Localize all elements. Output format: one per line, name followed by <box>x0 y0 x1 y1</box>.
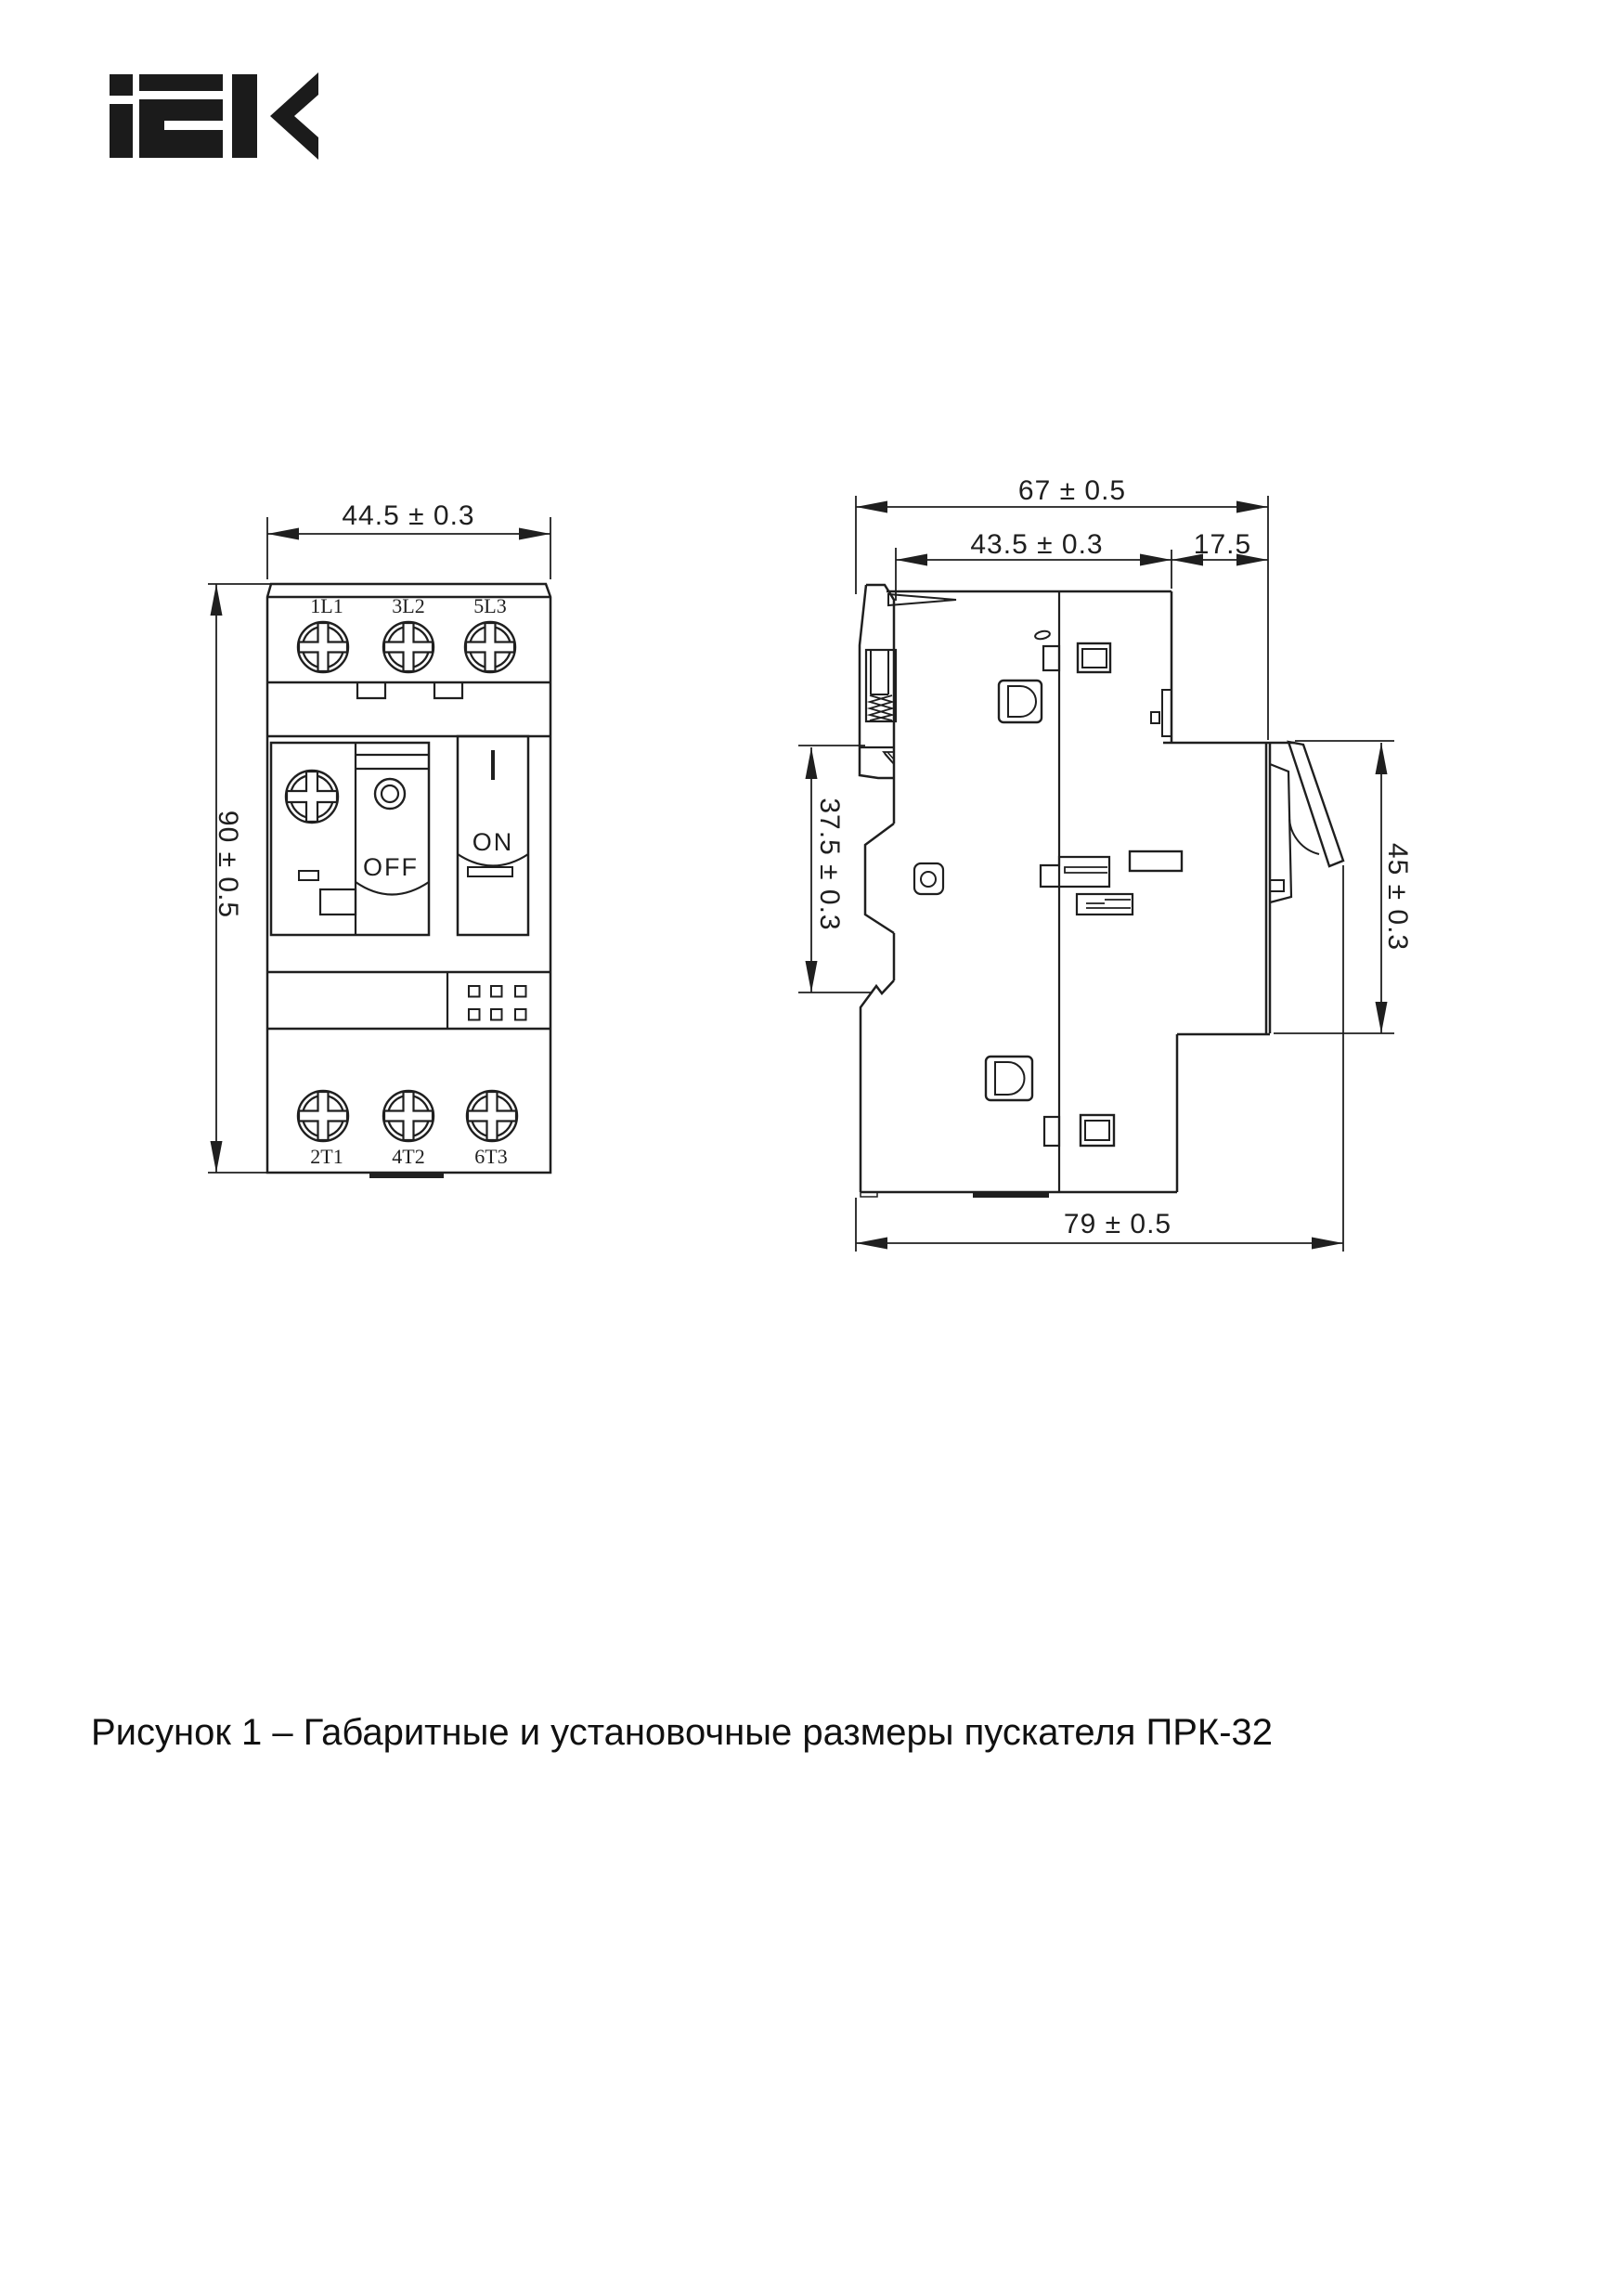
on-button-label: ON <box>472 828 514 856</box>
side-din-zone-height-dim: 37.5 ± 0.3 <box>814 798 845 931</box>
side-overall-width-dim: 67 ± 0.5 <box>1017 475 1127 506</box>
front-height-dim: 90 ± 0.5 <box>213 810 243 919</box>
logo-e-body <box>139 99 223 158</box>
terminal-label: 6T3 <box>474 1145 508 1168</box>
indicator-squares <box>469 986 526 1020</box>
off-button-label: OFF <box>363 853 419 881</box>
side-front-height-dim: 45 ± 0.3 <box>1382 842 1413 952</box>
side-front-offset-dim: 17.5 <box>1193 529 1252 560</box>
terminal-label: 5L3 <box>473 594 507 617</box>
front-width-dim: 44.5 ± 0.3 <box>342 500 475 531</box>
terminal-label: 3L2 <box>392 594 425 617</box>
dimension-arrows <box>806 501 1388 1250</box>
terminal-label: 2T1 <box>310 1145 343 1168</box>
side-mounting-width-dim: 43.5 ± 0.3 <box>970 529 1104 560</box>
logo-k-stem <box>232 74 257 158</box>
toggle-lever <box>1288 742 1343 866</box>
side-view-drawing <box>860 585 1343 1198</box>
front-view-drawing <box>267 584 550 1178</box>
iek-logo <box>110 72 318 160</box>
adjust-dial-icon <box>287 772 337 822</box>
front-view-labels <box>310 594 513 1168</box>
side-view-dimensions <box>798 496 1394 1252</box>
logo-i-stem <box>110 104 133 158</box>
side-overall-depth-dim: 79 ± 0.5 <box>1063 1209 1172 1239</box>
terminal-label: 4T2 <box>392 1145 425 1168</box>
terminal-label: 1L1 <box>310 594 343 617</box>
logo-k-chevron <box>270 72 318 160</box>
reset-button-icon <box>375 779 405 809</box>
logo-i-dot <box>110 74 133 96</box>
figure-caption: Рисунок 1 – Габаритные и установочные размеры пускателя ПРК-32 <box>91 1712 1274 1753</box>
logo-e-top <box>139 74 223 91</box>
